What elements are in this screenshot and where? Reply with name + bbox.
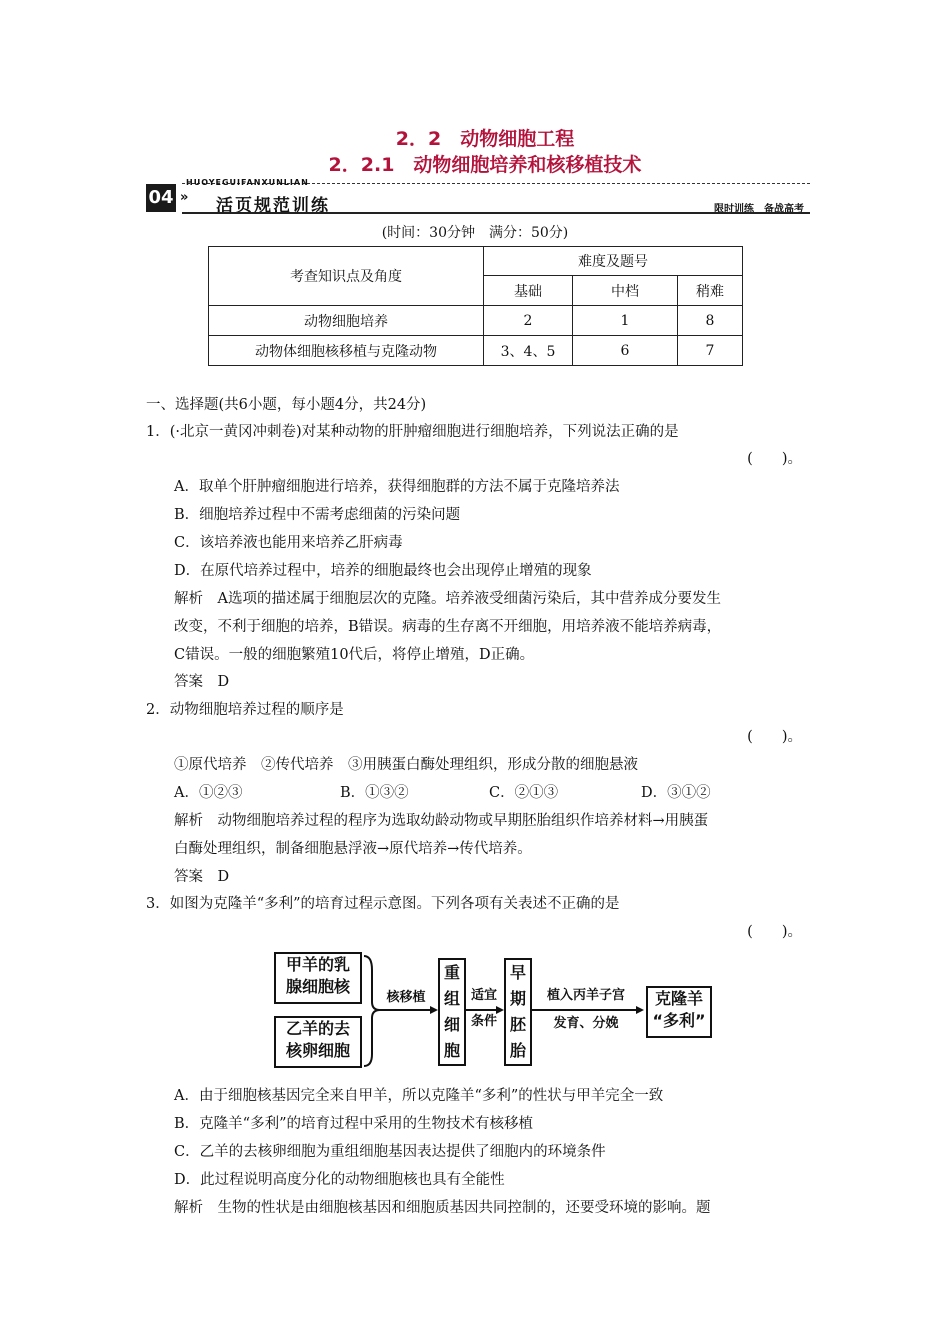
q3-answer-blank: ( )。 — [747, 924, 802, 940]
q1-answer-blank: ( )。 — [747, 451, 802, 467]
q1-explanation: 解析 A选项的描述属于细胞层次的克隆。培养液受细菌污染后，其中营养成分要发生 — [174, 591, 721, 607]
box3-char: 细 — [443, 1015, 460, 1034]
q3-option-a: A．由于细胞核基因完全来自甲羊，所以克隆羊“多利”的性状与甲羊完全一致 — [174, 1088, 664, 1104]
row-mid: 6 — [573, 336, 678, 366]
banner-tag: 限时训练 备战高考 — [714, 204, 804, 215]
label-nuclear-transfer: 核移植 — [386, 990, 426, 1005]
banner-rule — [182, 212, 810, 214]
donor-nucleus-line2: 腺细胞核 — [285, 977, 350, 996]
q2-stem: 2．动物细胞培养过程的顺序是 — [146, 702, 344, 718]
banner-name: 活页规范训练 — [216, 196, 330, 216]
lesson-title: 2．2.1 动物细胞培养和核移植技术 — [328, 154, 642, 176]
knowledge-table — [208, 246, 743, 366]
clone-sheep-box — [646, 986, 712, 1038]
early-embryo-box — [504, 958, 532, 1066]
banner-pinyin: HUOYEGUIFANXUNLIAN — [186, 178, 309, 187]
box4-char: 期 — [509, 989, 526, 1008]
clone-sheep-line1: 克隆羊 — [654, 989, 703, 1008]
q2-option-d: D．③①② — [641, 785, 711, 801]
egg-cell-line2: 核卵细胞 — [285, 1041, 350, 1060]
q1-stem: 1．(·北京一黄冈冲刺卷)对某种动物的肝肿瘤细胞进行细胞培养，下列说法正确的是 — [146, 424, 679, 440]
q3-option-d: D．此过程说明高度分化的动物细胞核也具有全能性 — [174, 1172, 505, 1188]
row-basic: 2 — [484, 306, 573, 336]
q1-option-a: A．取单个肝肿瘤细胞进行培养，获得细胞群的方法不属于克隆培养法 — [174, 479, 620, 495]
donor-nucleus-line1: 甲羊的乳 — [285, 955, 350, 974]
q3-explanation: 解析 生物的性状是由细胞核基因和细胞质基因共同控制的，还要受环境的影响。题 — [174, 1200, 711, 1216]
q3-stem: 3．如图为克隆羊“多利”的培育过程示意图。下列各项有关表述不正确的是 — [146, 896, 620, 912]
q1-option-d: D．在原代培养过程中，培养的细胞最终也会出现停止增殖的现象 — [174, 563, 592, 579]
donor-nucleus-box — [274, 952, 362, 1004]
box4-char: 早 — [509, 963, 526, 982]
q2-explanation: 解析 动物细胞培养过程的程序为选取幼龄动物或早期胚胎组织作培养材料→用胰蛋 — [174, 813, 709, 829]
q2-option-b: B．①③② — [340, 785, 409, 801]
table-row — [209, 306, 743, 336]
q2-items: ①原代培养 ②传代培养 ③用胰蛋白酶处理组织，形成分散的细胞悬液 — [174, 757, 638, 773]
time-info: (时间：30分钟 满分：50分) — [381, 225, 569, 241]
row-mid: 1 — [573, 306, 678, 336]
egg-cell-box — [274, 1016, 362, 1068]
q2-option-c: C．②①③ — [489, 785, 559, 801]
row-topic: 动物体细胞核移植与克隆动物 — [209, 336, 484, 366]
q3-option-b: B．克隆羊“多利”的培育过程中采用的生物技术有核移植 — [174, 1116, 533, 1132]
q1-option-b: B．细胞培养过程中不需考虑细菌的污染问题 — [174, 507, 461, 523]
label-suitable: 适宜 — [470, 988, 497, 1003]
col-header-topic: 考查知识点及角度 — [209, 247, 484, 306]
double-chevron-icon: » — [180, 190, 189, 205]
level-hard: 稍难 — [678, 276, 743, 306]
practice-banner — [146, 178, 810, 214]
box3-char: 组 — [443, 989, 460, 1008]
q3-option-c: C．乙羊的去核卵细胞为重组细胞基因表达提供了细胞内的环境条件 — [174, 1144, 606, 1160]
q1-answer: 答案 D — [174, 674, 230, 690]
clone-sheep-line2: “多利” — [652, 1011, 706, 1030]
q2-option-a: A．①②③ — [174, 785, 243, 801]
box4-char: 胚 — [509, 1015, 526, 1034]
section-heading: 一、选择题(共6小题，每小题4分，共24分) — [146, 397, 427, 413]
level-basic: 基础 — [484, 276, 573, 306]
egg-cell-line1: 乙羊的去 — [285, 1019, 350, 1038]
section-title: 2．2 动物细胞工程 — [395, 128, 575, 150]
box4-char: 胎 — [509, 1041, 526, 1060]
label-conditions: 条件 — [470, 1014, 497, 1029]
box3-char: 胞 — [443, 1041, 460, 1060]
recombinant-cell-box — [438, 958, 466, 1066]
row-hard: 7 — [678, 336, 743, 366]
label-develop: 发育、分娩 — [553, 1016, 619, 1031]
q2-answer: 答案 D — [174, 869, 230, 885]
q1-explanation: C错误。一般的细胞繁殖10代后，将停止增殖，D正确。 — [174, 647, 535, 663]
row-topic: 动物细胞培养 — [209, 306, 484, 336]
banner-number: 04 — [146, 184, 176, 212]
table-header-row — [209, 247, 743, 276]
col-header-difficulty: 难度及题号 — [484, 247, 743, 276]
q1-option-c: C．该培养液也能用来培养乙肝病毒 — [174, 535, 403, 551]
box3-char: 重 — [443, 963, 460, 982]
q1-explanation: 改变，不利于细胞的培养，B错误。病毒的生存离不开细胞，用培养液不能培养病毒， — [174, 619, 722, 635]
q2-answer-blank: ( )。 — [747, 729, 802, 745]
level-mid: 中档 — [573, 276, 678, 306]
q2-explanation: 白酶处理组织，制备细胞悬浮液→原代培养→传代培养。 — [174, 841, 532, 857]
row-basic: 3、4、5 — [484, 336, 573, 366]
label-implant: 植入丙羊子宫 — [546, 988, 625, 1003]
table-row — [209, 336, 743, 366]
row-hard: 8 — [678, 306, 743, 336]
cloning-diagram — [272, 950, 712, 1070]
